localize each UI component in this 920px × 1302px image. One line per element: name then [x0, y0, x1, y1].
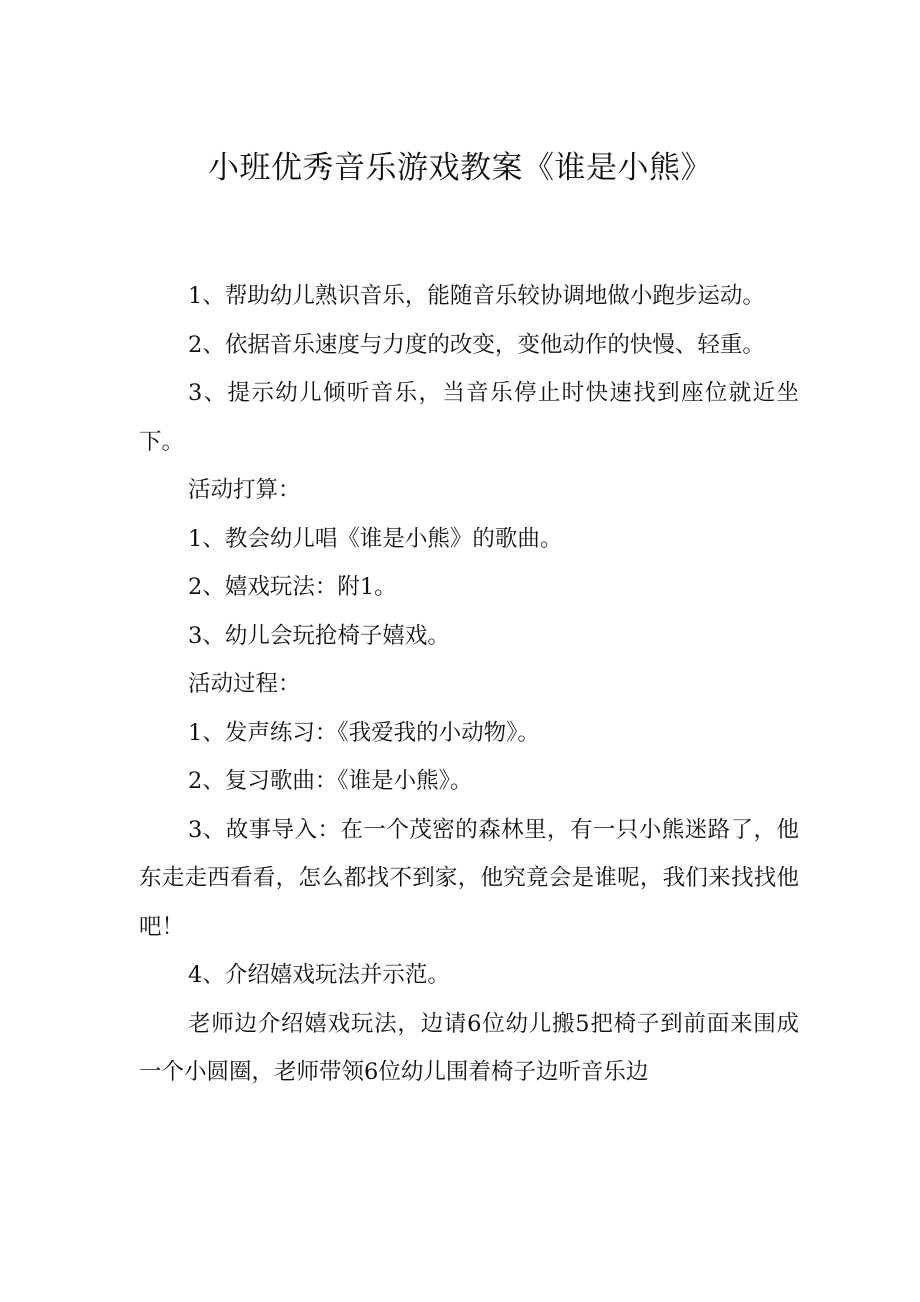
preparation-2: 2、嬉戏玩法：附1。 [188, 574, 397, 600]
goal-2: 2、依据音乐速度与力度的改变，变他动作的快慢、轻重。 [188, 331, 765, 358]
goal-1: 1、帮助幼儿熟识音乐，能随音乐较协调地做小跑步运动。 [188, 283, 765, 309]
document-title: 小班优秀音乐游戏教案《谁是小熊》 [208, 150, 712, 186]
preparation-1: 1、教会幼儿唱《谁是小熊》的歌曲。 [188, 525, 563, 552]
process-2: 2、复习歌曲：《谁是小熊》。 [188, 768, 473, 794]
process-1: 1、发声练习：《我爱我的小动物》。 [188, 719, 540, 746]
process-4-detail: 老师边介绍嬉戏玩法，边请6位幼儿搬5把椅子到前面来围成一个小圆圈，老师带领6位幼儿围着椅子边听音乐边 [139, 1010, 799, 1085]
goal-3: 3、提示幼儿倾听音乐，当音乐停止时快速找到座位就近坐下。 [139, 380, 799, 455]
document-body [139, 272, 799, 1097]
process-3: 3、故事导入：在一个茂密的森林里，有一只小熊迷路了，他东走走西看看，怎么都找不到家，他究竟会是谁呢，我们来找找他吧！ [139, 816, 799, 940]
section-heading-preparation: 活动打算： [188, 477, 301, 503]
process-4: 4、介绍嬉戏玩法并示范。 [188, 962, 450, 988]
preparation-3: 3、幼儿会玩抢椅子嬉戏。 [188, 622, 450, 649]
section-heading-process: 活动过程： [188, 671, 301, 697]
